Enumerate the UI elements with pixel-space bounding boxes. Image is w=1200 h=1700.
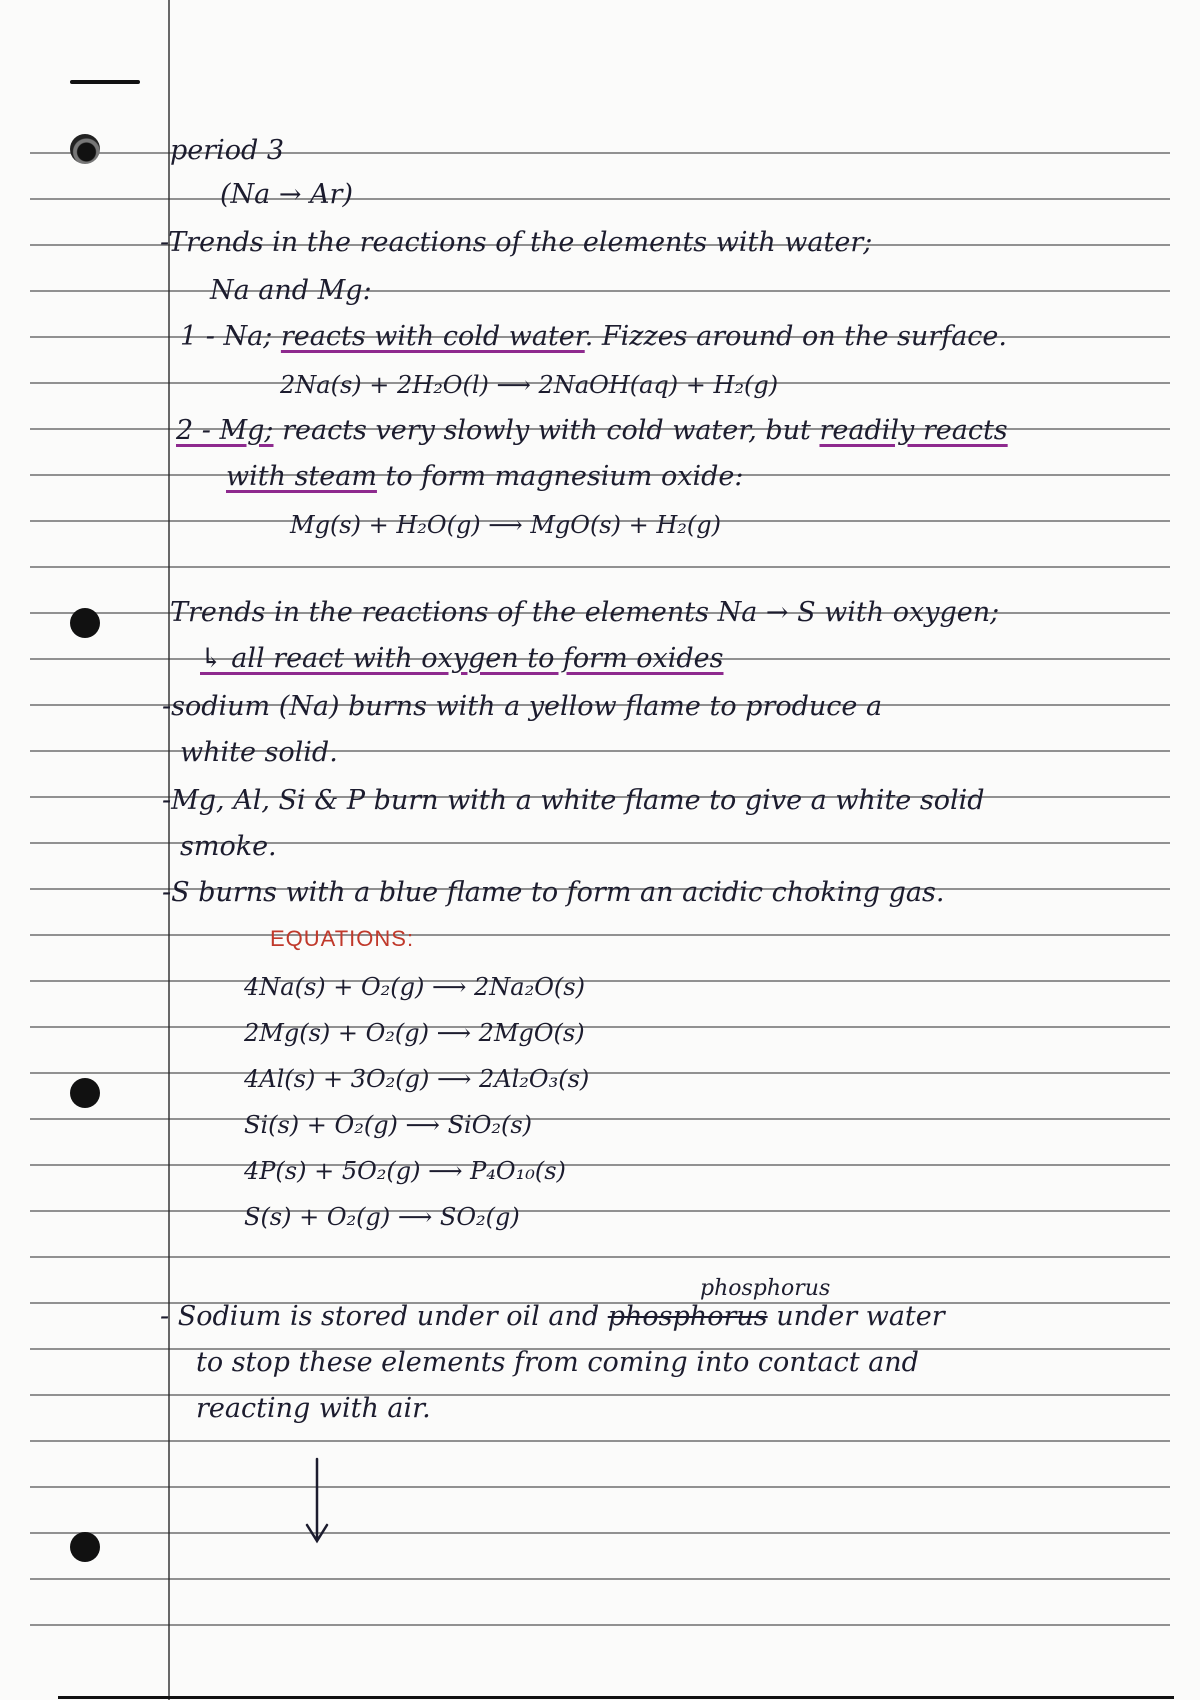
down-arrow-icon [302,1455,332,1545]
na-prefix: 1 - Na; [180,321,273,352]
mg-prefix: 2 - Mg; [176,415,274,446]
oxygen-summary-text: ↳ all react with oxygen to form oxides [200,643,724,674]
equation-silicon: Si(s) + O₂(g) ⟶ SiO₂(s) [244,1111,533,1139]
mg-steam-underlined: with steam [226,461,377,492]
binder-hole [70,1078,100,1108]
others-burn-line-2: smoke. [180,831,277,862]
mg-steam-line [226,460,743,494]
oxygen-trends-title: Trends in the reactions of the elements Na → S with oxygen; [170,597,1000,628]
binder-hole [70,134,100,164]
ruled-line [30,290,1170,292]
na-water-equation: 2Na(s) + 2H₂O(l) ⟶ 2NaOH(aq) + H₂(g) [280,371,779,399]
top-dash-mark [70,80,140,84]
ruled-line [30,1210,1170,1212]
ruled-line [30,1624,1170,1626]
water-elements-label: Na and Mg: [210,275,372,306]
water-trends-title: -Trends in the reactions of the elements with water; [160,227,873,258]
page-bottom-edge [58,1696,1174,1699]
storage-line-1 [160,1300,945,1334]
storage-line-1-end: under water [767,1301,945,1332]
na-water-line [180,320,1007,354]
ruled-line [30,1532,1170,1534]
sulfur-burn-line: -S burns with a blue flame to form an acidic choking gas. [162,877,945,908]
storage-line-2: to stop these elements from coming into contact and [196,1347,919,1378]
phosphorus-correction: phosphorus [700,1276,831,1301]
storage-line-3: reacting with air. [196,1393,431,1424]
ruled-line [30,1072,1170,1074]
mg-steam-equation: Mg(s) + H₂O(g) ⟶ MgO(s) + H₂(g) [290,511,721,539]
storage-line-1-start: - Sodium is stored under oil and [160,1301,608,1332]
na-underlined-text: reacts with cold water [280,321,585,352]
ruled-line [30,980,1170,982]
ruled-line [30,198,1170,200]
mg-steam-rest: to form magnesium oxide: [376,461,744,492]
equation-phosphorus: 4P(s) + 5O₂(g) ⟶ P₄O₁₀(s) [244,1157,566,1185]
mg-water-line [176,414,1008,448]
equation-sulfur: S(s) + O₂(g) ⟶ SO₂(g) [244,1203,520,1231]
ruled-line [30,1578,1170,1580]
others-burn-line-1: -Mg, Al, Si & P burn with a white flame to give a white solid [162,785,985,816]
mg-mid-text: reacts very slowly with cold water, but [273,415,820,446]
equation-sodium: 4Na(s) + O₂(g) ⟶ 2Na₂O(s) [244,973,585,1001]
sodium-burn-line-1: -sodium (Na) burns with a yellow flame to produce a [162,691,883,722]
ruled-line [30,566,1170,568]
sodium-burn-line-2: white solid. [180,737,338,768]
binder-hole [70,1532,100,1562]
subheading-na-to-ar: (Na → Ar) [220,179,353,210]
ruled-line [30,934,1170,936]
heading-period-3: period 3 [170,135,285,166]
mg-underlined-text: readily reacts [819,415,1008,446]
oxygen-summary [200,642,724,676]
equations-label: EQUATIONS: [270,926,415,951]
binder-hole [70,608,100,638]
ruled-line [30,1164,1170,1166]
ruled-line [30,1486,1170,1488]
ruled-line [30,1256,1170,1258]
equation-magnesium: 2Mg(s) + O₂(g) ⟶ 2MgO(s) [244,1019,585,1047]
na-rest-text: . Fizzes around on the surface. [584,321,1007,352]
ruled-line [30,1440,1170,1442]
equation-aluminium: 4Al(s) + 3O₂(g) ⟶ 2Al₂O₃(s) [244,1065,590,1093]
ruled-line [30,1118,1170,1120]
ruled-line [30,1026,1170,1028]
struck-word: phosphorus [607,1301,768,1332]
